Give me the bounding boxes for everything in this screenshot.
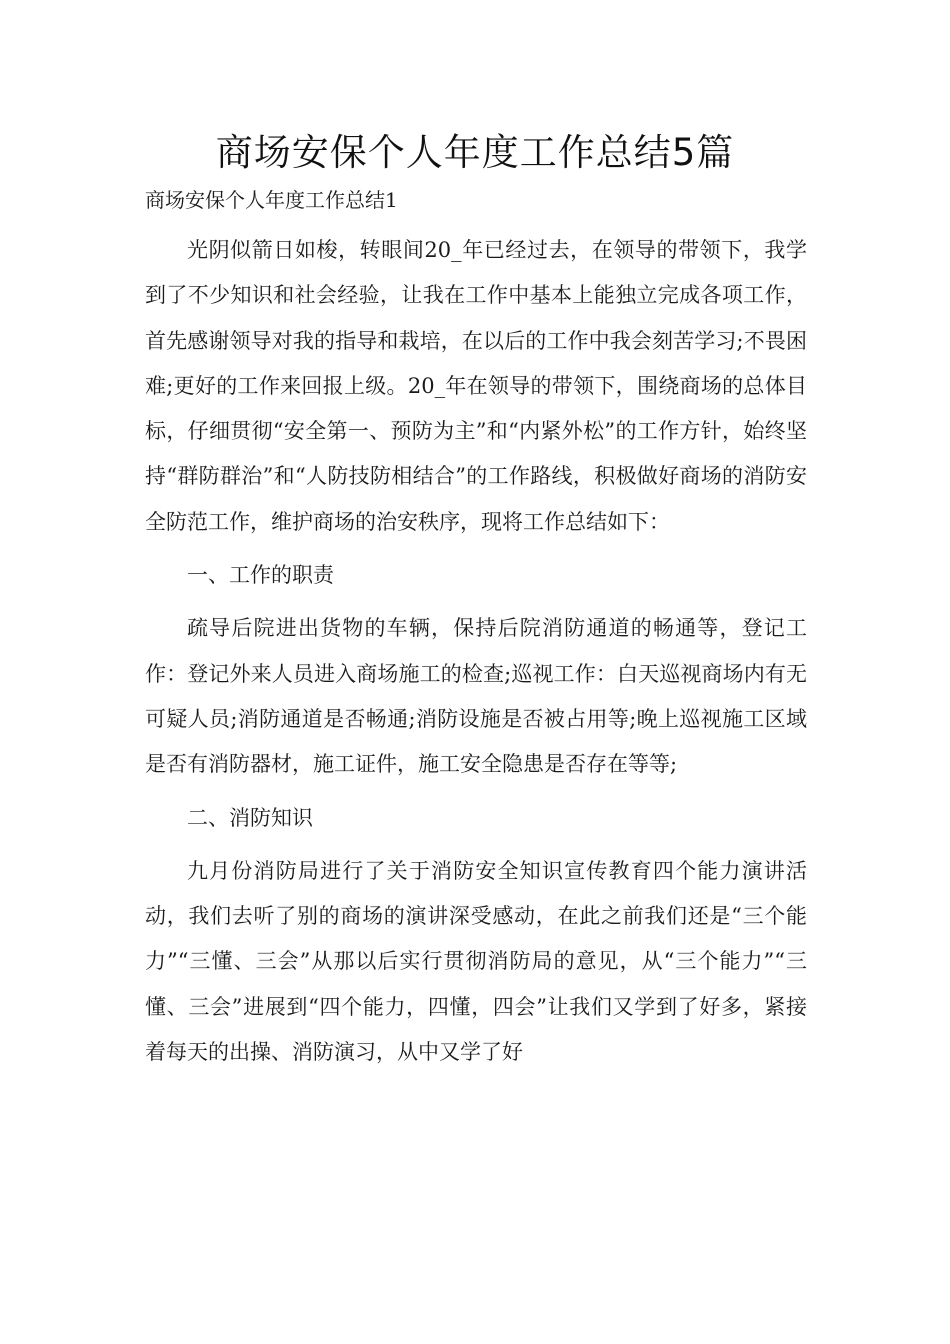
document-body xyxy=(145,228,807,1075)
section-heading-fire-knowledge: 二、消防知识 xyxy=(187,805,313,830)
paragraph-duties: 疏导后院进出货物的车辆，保持后院消防通道的畅通等，登记工作：登记外来人员进入商场施工的检查;巡视工作：白天巡视商场内有无可疑人员;消防通道是否畅通;消防设施是否被占用等;晚上巡视施工区域是否有消防器材，施工证件，施工安全隐患是否存在等等; xyxy=(145,616,807,777)
paragraph-fire-knowledge: 九月份消防局进行了关于消防安全知识宣传教育四个能力演讲活动，我们去听了别的商场的演讲深受感动，在此之前我们还是“三个能力”“三懂、三会”从那以后实行贯彻消防局的意见，从“三个能力”“三懂、三会”进展到“四个能力，四懂，四会”让我们又学到了好多，紧接着每天的出操、消防演习，从中又学了好 xyxy=(145,858,807,1065)
document-title: 商场安保个人年度工作总结5篇 xyxy=(215,131,735,174)
document-subtitle: 商场安保个人年度工作总结1 xyxy=(145,188,398,212)
section-heading-duties: 一、工作的职责 xyxy=(187,563,334,588)
paragraph-intro: 光阴似箭日如梭，转眼间20_年已经过去，在领导的带领下，我学到了不少知识和社会经验，让我在工作中基本上能独立完成各项工作，首先感谢领导对我的指导和栽培，在以后的工作中我会刻苦学习;不畏困难;更好的工作来回报上级。20_年在领导的带领下，围绕商场的总体目标，仔细贯彻“安全第一、预防为主”和“内紧外松”的工作方针，始终坚持“群防群治”和“人防技防相结合”的工作路线，积极做好商场的消防安全防范工作，维护商场的治安秩序，现将工作总结如下： xyxy=(145,238,807,534)
